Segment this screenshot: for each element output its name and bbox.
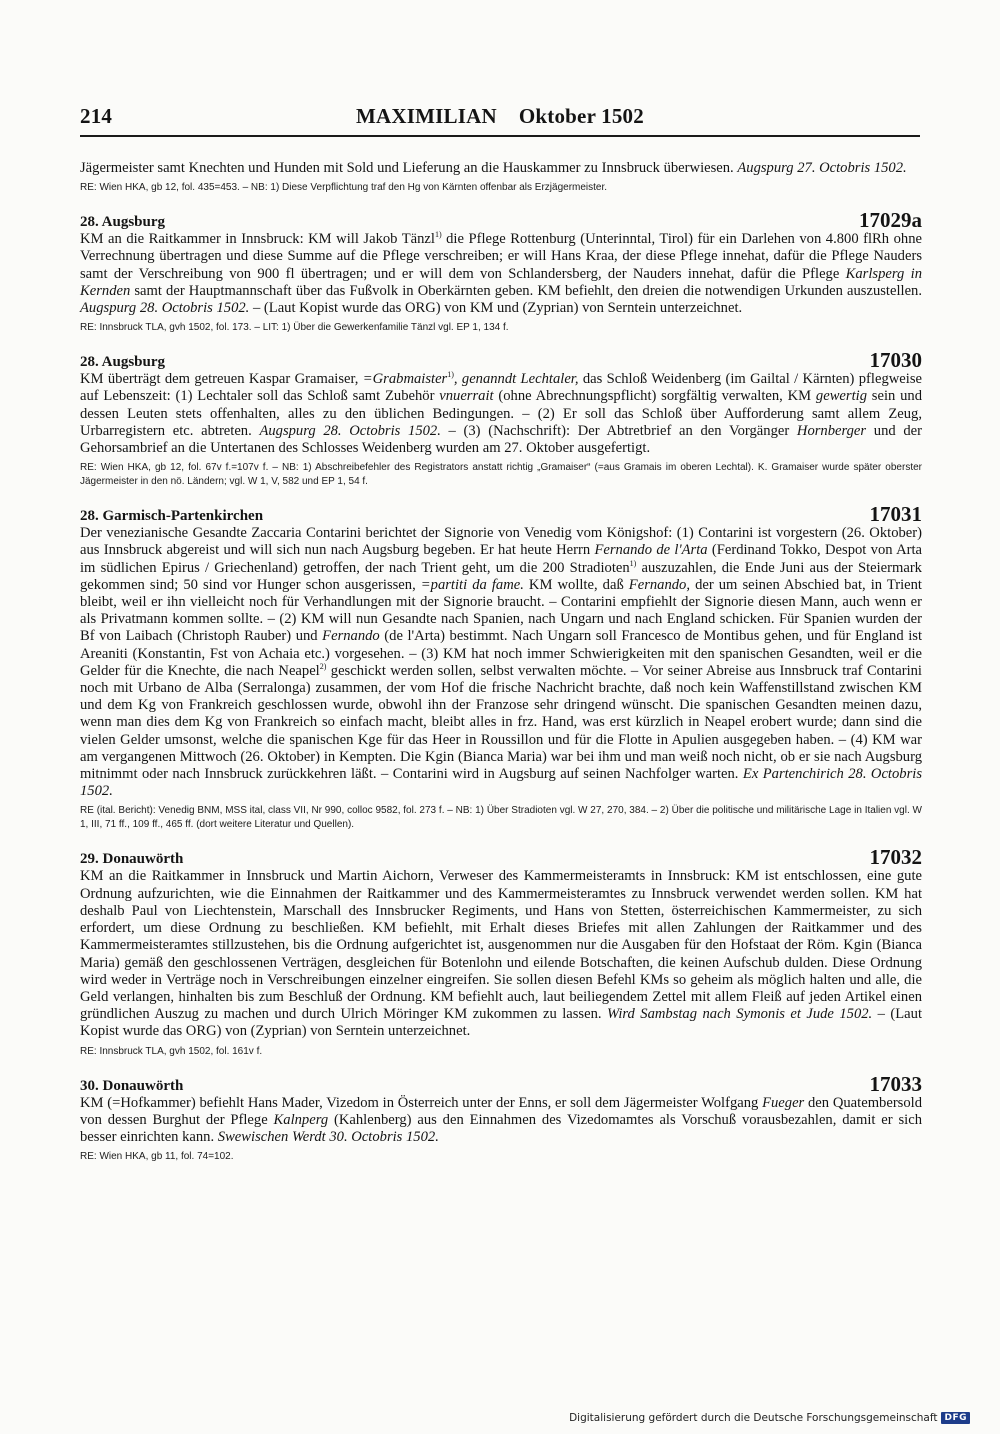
page-number: 214 xyxy=(80,104,113,128)
entry-heading xyxy=(80,1071,922,1096)
entry-source-note: RE: Wien HKA, gb 12, fol. 435=453. – NB: 1) Diese Verpflichtung traf den Hg von Kärnten offenbar als Erzjägermeister. xyxy=(80,182,608,194)
entry-17030 xyxy=(80,348,922,489)
title-date: Oktober 1502 xyxy=(518,104,644,128)
entry-heading xyxy=(80,348,922,373)
entry-17031 xyxy=(80,502,923,832)
running-title xyxy=(80,104,920,129)
funding-footer xyxy=(569,1410,970,1426)
entry-source-note: RE: Innsbruck TLA, gvh 1502, fol. 173. – LIT: 1) Über die Gewerkenfamilie Tänzl vgl. EP 1, 134 f. xyxy=(80,322,509,334)
entry-body: KM an die Raitkammer in Innsbruck und Martin Aichorn, Verweser des Kammermeisteramts in Innsbruck: KM ist entschlossen, eine gute Ordnung aufzurichten, wie die Einnahmen der Raitkammer und des Kammermeisteramtes zu Innsbruck verwendet werden sollen. KM hat deshalb Paul von Liechtenstein, Marschall des Innsbrucker Regiments, und Hans von Stetten, österreichischen Kammermeister, zu sich erfordert, um diese Ordnung zu beschließen. KM befiehlt, mit Erhalt dieses Briefes mit allen Zahlungen der Raitkammer und des Kammermeisteramtes stillzustehen, bis die Ordnung aufgerichtet ist, ausgenommen nur die Ausgaben für den Hofstaat der Röm. Kgin (Bianca Maria) gemäß den geschlossenen Verträgen, desgleichen für Botenlohn und eilende Botschaften, die keinen Aufschub dulden. Diese Ordnung wird weder in Verträge noch in Verschreibungen einzelner eingreifen. Sie sollen diesen Befehl KMs so geheim als möglich halten und alle, die Geld verlangen, hinhalten bis zum Beschluß der Ordnung. KM befiehlt auch, laut beiliegendem Zettel mit allem Fleiß auf jeden Artikel einen gründlichen Auszug zu machen und durch Ulrich Möringer KM zukommen zu lassen. Wird Sambstag nach Symonis et Jude 1502. – (Laut Kopist wurde das ORG) von (Zyprian) von Serntein unterzeichnet. xyxy=(80,868,922,1040)
entry-date-place: 28. Augsburg xyxy=(80,214,166,231)
entry-source-note: RE: Innsbruck TLA, gvh 1502, fol. 161v f. xyxy=(80,1045,263,1057)
dfg-logo-icon: DFG xyxy=(941,1412,970,1424)
entry-date-place: 30. Donauwörth xyxy=(80,1077,184,1094)
entry-heading xyxy=(80,502,922,527)
entry-date-place: 28. Augsburg xyxy=(80,354,166,371)
entry-number: 17030 xyxy=(869,348,922,373)
entry-source-note: RE: Wien HKA, gb 11, fol. 74=102. xyxy=(80,1151,234,1163)
page-content xyxy=(80,160,922,1164)
entry-source-note: RE: Wien HKA, gb 12, fol. 67v f.=107v f. – NB: 1) Abschreibefehler des Registrators anstatt richtig „Gramaiser“ (=aus Gramais im oberen Lechtal). K. Gramaiser wurde später oberster Jägermeister in den nö. Ländern; vgl. W 1, V, 582 und EP 1, 54 f. xyxy=(80,462,922,488)
entry-body: KM an die Raitkammer in Innsbruck: KM will Jakob Tänzl$^{1)}$ die Pflege Rottenburg (Unterinntal, Tirol) für ein Darlehen von 4.800 flRh ohne Verrechnung übertragen und diese Summe auf die Pflege verschreiben; er will Hans Kraa, der diese Pflege innehat, dafür die Pflege Nauders samt der Verschreibung von 900 fl übertragen; und er will dem von Schlandersberg, der Nauders innehat, dafür die Pflege Karlsperg in Kernden samt der Hauptmannschaft über das Fußvolk in Oberkärnten geben. KM befiehlt, den dreien die notwendigen Urkunden auszustellen. Augspurg 28. Octobris 1502. – (Laut Kopist wurde das ORG) von KM und (Zyprian) von Serntein unterzeichnet. xyxy=(80,230,922,317)
entry-number: 17032 xyxy=(869,845,922,870)
entry-date-place: 29. Donauwörth xyxy=(80,851,184,868)
entry-17033 xyxy=(80,1071,923,1165)
entry-17029a xyxy=(80,208,922,335)
entry-number: 17031 xyxy=(869,502,922,527)
entry-17032 xyxy=(80,845,922,1058)
entry-heading xyxy=(80,208,922,233)
entry-source-note: RE (ital. Bericht): Venedig BNM, MSS ital, class VII, Nr 990, colloc 9582, fol. 273 f. – NB: 1) Über Stradioten vgl. W 27, 270, 384. – 2) Über die politische und militärische Lage in Italien vgl. W 1, III, 71 ff., 109 ff., 465 ff. (dort weitere Literatur und Quellen). xyxy=(80,805,922,831)
entry-body: Jägermeister samt Knechten und Hunden mit Sold und Lieferung an die Hauskammer zu Innsbruck überwiesen. Augspurg 27. Octobris 1502. xyxy=(80,160,907,176)
title-name: MAXIMILIAN xyxy=(356,104,497,128)
entry-body: KM überträgt dem getreuen Kaspar Gramaiser, =Grabmaister$^{1)}$, genanndt Lechtaler, das Schloß Weidenberg (im Gailtal / Kärnten) pflegweise auf Lebenszeit: (1) Lechtaler soll das Schloß samt Zubehör vnuerrait (ohne Abrechnungspflicht) sorgfältig verwalten, KM gewertig sein und dessen Leuten stets offenhalten, alles zu den üblichen Bedingungen. – (2) Er soll das Schloß über Aufforderung samt allem Zeug, Urbarregistern etc. abtreten. Augspurg 28. Octobris 1502. – (3) (Nachschrift): Der Abtretbrief an den Vorgänger Hornberger und der Gehorsambrief an die Untertanen des Schlosses Weidenberg wurden am 27. Oktober ausgefertigt. xyxy=(80,370,922,457)
entry-date-place: 28. Garmisch-Partenkirchen xyxy=(80,508,264,525)
footer-text: Digitalisierung gefördert durch die Deutsche Forschungsgemeinschaft xyxy=(569,1412,938,1424)
page-header xyxy=(80,104,920,136)
entry-body: Der venezianische Gesandte Zaccaria Contarini berichtet der Signorie von Venedig vom Königshof: (1) Contarini ist vorgestern (26. Oktober) aus Innsbruck abgereist und will sich nun nach Augsburg begeben. Er hat heute Herrn Fernando de l'Arta (Ferdinand Tokko, Despot von Arta im südlichen Epirus / Griechenland) getroffen, der nach Trient geht, um die 200 Stradioten$^{1)}$ auszuzahlen, die Ende Juni aus der Steiermark gekommen sind; 50 sind vor Hunger schon ausgerissen, =partiti da fame. KM wollte, daß Fernando, der um seinen Abschied bat, in Trient bleibt, weil er ihn vielleicht noch für Verhandlungen mit der Signorie braucht. – Contarini empfiehlt der Signorie diesen Mann, auch wenn er als Privatmann kommen sollte. – (2) KM will nun Gesandte nach Spanien, nach Ungarn und nach England schicken. Für Spanien wurden der Bf von Laibach (Christoph Rauber) und Fernando (de l'Arta) bestimmt. Nach Ungarn soll Francesco de Montibus gehen, und für England ist Areaniti (Konstantin, Fst von Achaia etc.) vorgesehen. – (3) KM hat noch immer Schwierigkeiten mit den spanischen Gesandten, weil er die Gelder für die Knechte, die nach Neapel$^{2)}$ geschickt werden sollen, selbst verwalten möchte. – Vor seiner Abreise aus Innsbruck traf Contarini noch mit Urbano de Alba (Serralonga) zusammen, der vom Hof die frische Nachricht brachte, daß noch kein Waffenstillstand zwischen KM und dem Kg von Frankreich geschlossen wurde, obwohl ihn der Franzose sehr dringend wünscht. Die spanischen Gesandten meinen dazu, wenn man dies dem Kg von Frankreich so einfach macht, bleibt alles in frz. Hand, was erst kürzlich in Neapel erobert wurde; dann sind die vielen Gelder umsonst, welche die spanischen Kge für das Heer in Roussillon und für die Flotte in Apulien ausgegeben haben. – (4) KM war am vergangenen Mittwoch (26. Oktober) in Kempten. Die Kgin (Bianca Maria) war bei ihm und man weiß noch nicht, ob er sie nach Augsburg mitnimmt oder nach Innsbruck zurückkehren läßt. – Contarini wird in Augsburg auf seinen Nachfolger warten. Ex Partenchirich 28. Octobris 1502. xyxy=(80,525,923,800)
header-rule xyxy=(80,135,920,137)
entry-heading xyxy=(80,845,922,870)
entry-continuation xyxy=(80,160,922,195)
entry-number: 17029a xyxy=(859,208,922,233)
entry-body: KM (=Hofkammer) befiehlt Hans Mader, Vizedom in Österreich unter der Enns, er soll dem Jägermeister Wolfgang Fueger den Quatembersold von dessen Burghut der Pflege Kalnperg (Kahlenberg) aus den Einnahmen des Vizedomamtes als Vorschuß vorausbezahlen, damit er sich besser einrichten kann. Swewischen Werdt 30. Octobris 1502. xyxy=(80,1094,923,1145)
entry-number: 17033 xyxy=(869,1071,922,1096)
